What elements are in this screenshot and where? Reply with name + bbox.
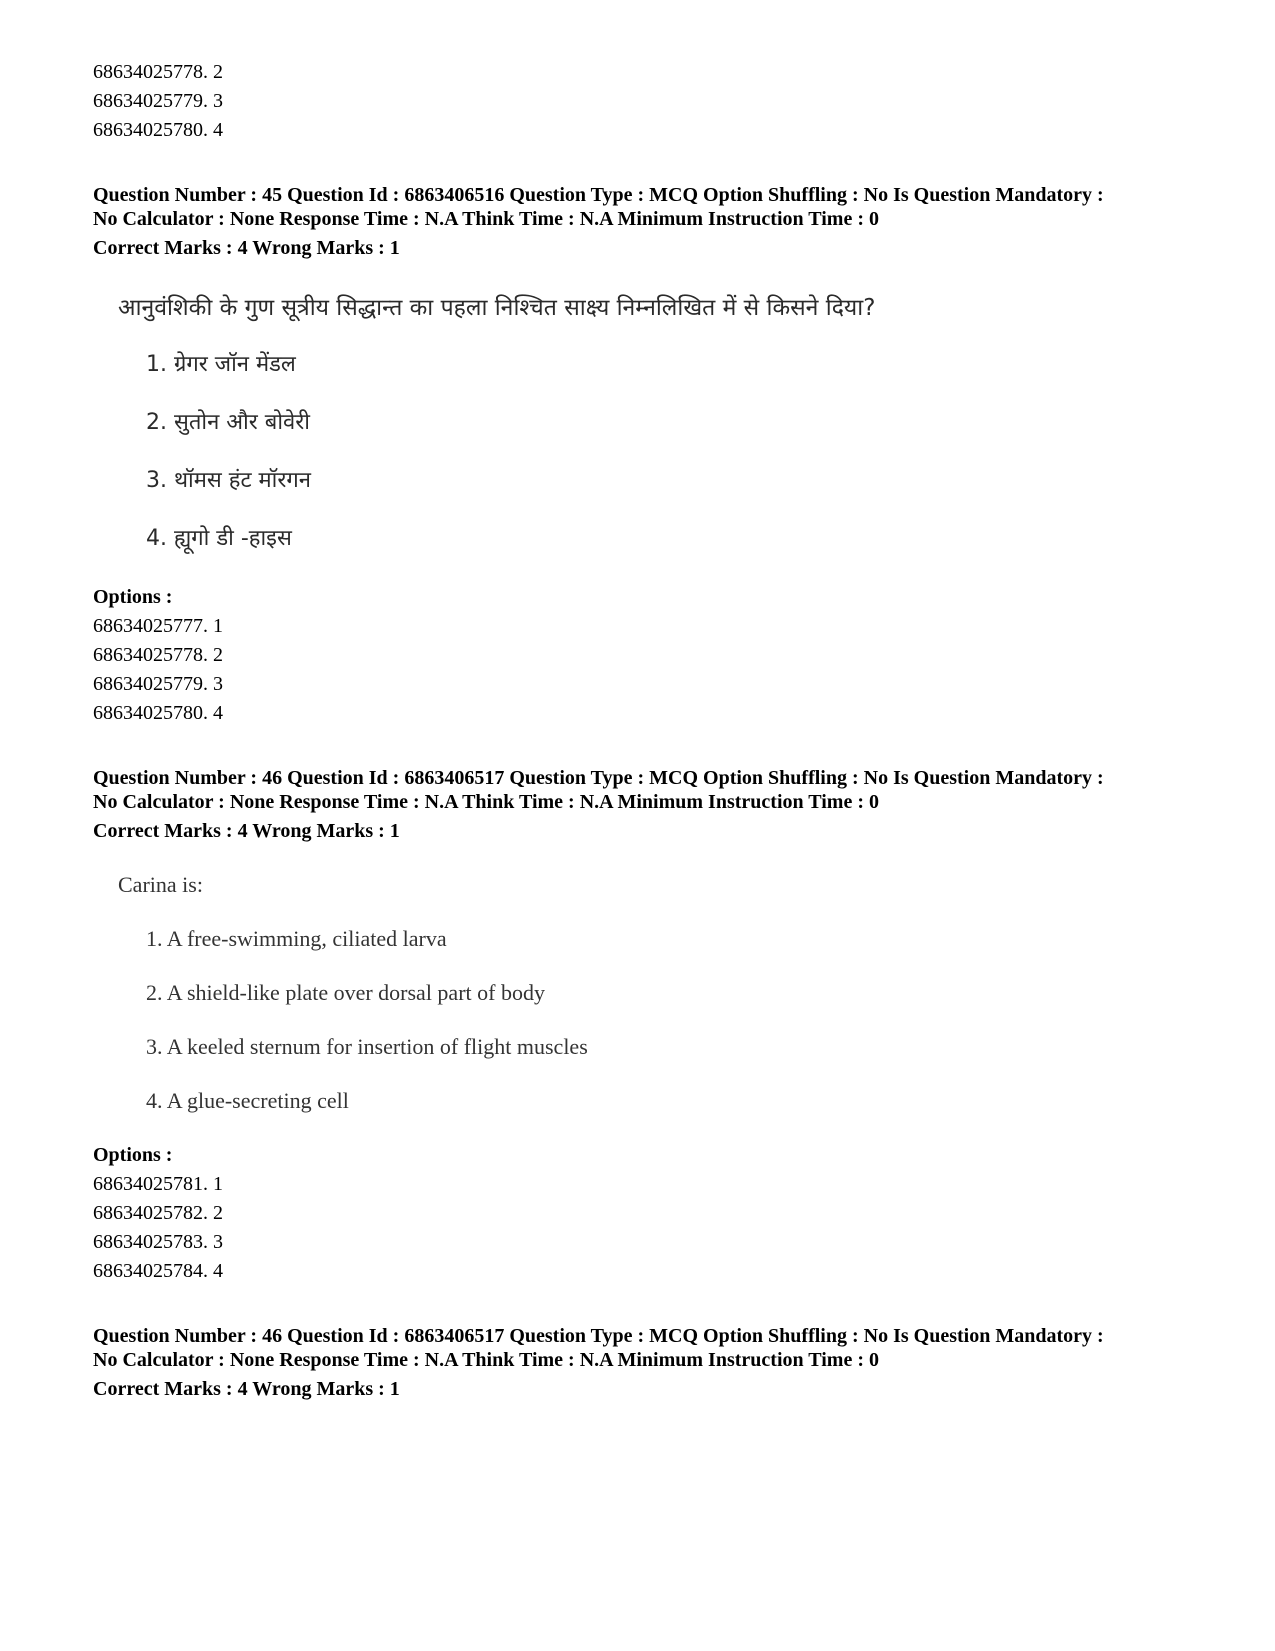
option-line: 68634025782. 2 xyxy=(93,1202,223,1224)
question-meta-line: Question Number : 46 Question Id : 6863406517 Question Type : MCQ Option Shuffling : No Is Question Mandatory : xyxy=(93,1325,1104,1347)
question-marks: Correct Marks : 4 Wrong Marks : 1 xyxy=(93,820,400,842)
options-label: Options : xyxy=(93,586,173,608)
choice-text: 4. ह्यूगो डी -हाइस xyxy=(146,526,292,551)
choice-text: 3. थॉमस हंट मॉरगन xyxy=(146,468,311,493)
option-line: 68634025783. 3 xyxy=(93,1231,223,1253)
question-meta-line: No Calculator : None Response Time : N.A Think Time : N.A Minimum Instruction Time : 0 xyxy=(93,791,879,813)
question-text: आनुवंशिकी के गुण सूत्रीय सिद्धान्त का पहला निश्चित साक्ष्य निम्नलिखित में से किसने दिया? xyxy=(118,295,876,321)
question-meta-line: No Calculator : None Response Time : N.A Think Time : N.A Minimum Instruction Time : 0 xyxy=(93,1349,879,1371)
question-marks: Correct Marks : 4 Wrong Marks : 1 xyxy=(93,237,400,259)
option-line: 68634025781. 1 xyxy=(93,1173,223,1195)
question-meta-line: Question Number : 46 Question Id : 6863406517 Question Type : MCQ Option Shuffling : No Is Question Mandatory : xyxy=(93,767,1104,789)
option-line: 68634025784. 4 xyxy=(93,1260,223,1282)
choice-text: 1. ग्रेगर जॉन मेंडल xyxy=(146,352,296,377)
option-line: 68634025777. 1 xyxy=(93,615,223,637)
option-line: 68634025780. 4 xyxy=(93,119,223,141)
choice-text: 4. A glue-secreting cell xyxy=(146,1088,349,1113)
choice-text: 1. A free-swimming, ciliated larva xyxy=(146,926,447,951)
option-line: 68634025778. 2 xyxy=(93,644,223,666)
choice-text: 2. A shield-like plate over dorsal part of body xyxy=(146,980,545,1005)
choice-text: 2. सुतोन और बोवेरी xyxy=(146,410,310,435)
option-line: 68634025779. 3 xyxy=(93,673,223,695)
option-line: 68634025779. 3 xyxy=(93,90,223,112)
question-marks: Correct Marks : 4 Wrong Marks : 1 xyxy=(93,1378,400,1400)
option-line: 68634025780. 4 xyxy=(93,702,223,724)
question-text: Carina is: xyxy=(118,872,203,897)
question-meta-line: Question Number : 45 Question Id : 6863406516 Question Type : MCQ Option Shuffling : No Is Question Mandatory : xyxy=(93,184,1104,206)
option-line: 68634025778. 2 xyxy=(93,61,223,83)
choice-text: 3. A keeled sternum for insertion of flight muscles xyxy=(146,1034,588,1059)
question-meta-line: No Calculator : None Response Time : N.A Think Time : N.A Minimum Instruction Time : 0 xyxy=(93,208,879,230)
options-label: Options : xyxy=(93,1144,173,1166)
